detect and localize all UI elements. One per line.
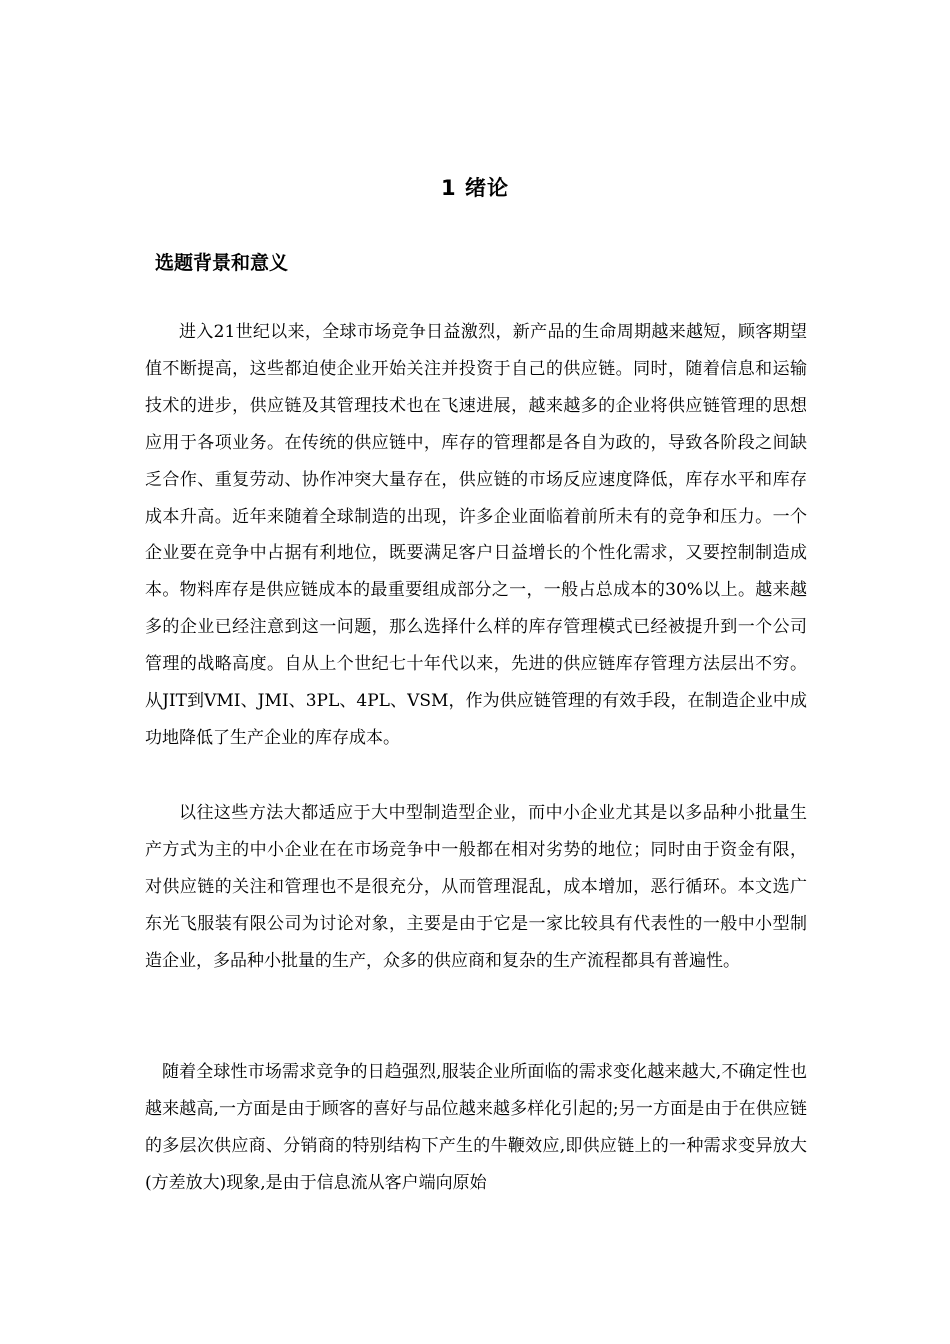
- section-title: 选题背景和意义: [155, 252, 289, 274]
- body-paragraph: 以往这些方法大都适应于大中型制造型企业，而中小企业尤其是以多品种小批量生产方式为主的中小企业在在市场竞争中一般都在相对劣势的地位；同时由于资金有限，对供应链的关注和管理也不是很充分，从而管理混乱，成本增加，恶行循环。本文选广东光飞服装有限公司为讨论对象，主要是由于它是一家比较具有代表性的一般中小型制造企业，多品种小批量的生产，众多的供应商和复杂的生产流程都具有普遍性。: [145, 803, 807, 971]
- body-paragraph: 进入21世纪以来，全球市场竞争日益激烈，新产品的生命周期越来越短，顾客期望值不断提高，这些都迫使企业开始关注并投资于自己的供应链。同时，随着信息和运输技术的进步，供应链及其管理技术也在飞速进展，越来越多的企业将供应链管理的思想应用于各项业务。在传统的供应链中，库存的管理都是各自为政的，导致各阶段之间缺乏合作、重复劳动、协作冲突大量存在，供应链的市场反应速度降低，库存水平和库存成本升高。近年来随着全球制造的出现，许多企业面临着前所未有的竞争和压力。一个企业要在竞争中占据有利地位，既要满足客户日益增长的个性化需求，又要控制制造成本。物料库存是供应链成本的最重要组成部分之一，一般占总成本的30%以上。越来越多的企业已经注意到这一问题，那么选择什么样的库存管理模式已经被提升到一个公司管理的战略高度。自从上个世纪七十年代以来，先进的供应链库存管理方法层出不穷。从JIT到VMI、JMI、3PL、4PL、VSM，作为供应链管理的有效手段，在制造企业中成功地降低了生产企业的库存成本。: [145, 322, 807, 748]
- body-paragraph: 随着全球性市场需求竞争的日趋强烈,服装企业所面临的需求变化越来越大,不确定性也越来越高,一方面是由于顾客的喜好与品位越来越多样化引起的;另一方面是由于在供应链的多层次供应商、分销商的特别结构下产生的牛鞭效应,即供应链上的一种需求变异放大(方差放大)现象,是由于信息流从客户端向原始: [145, 1062, 807, 1193]
- chapter-title: 1 绪论: [441, 176, 509, 200]
